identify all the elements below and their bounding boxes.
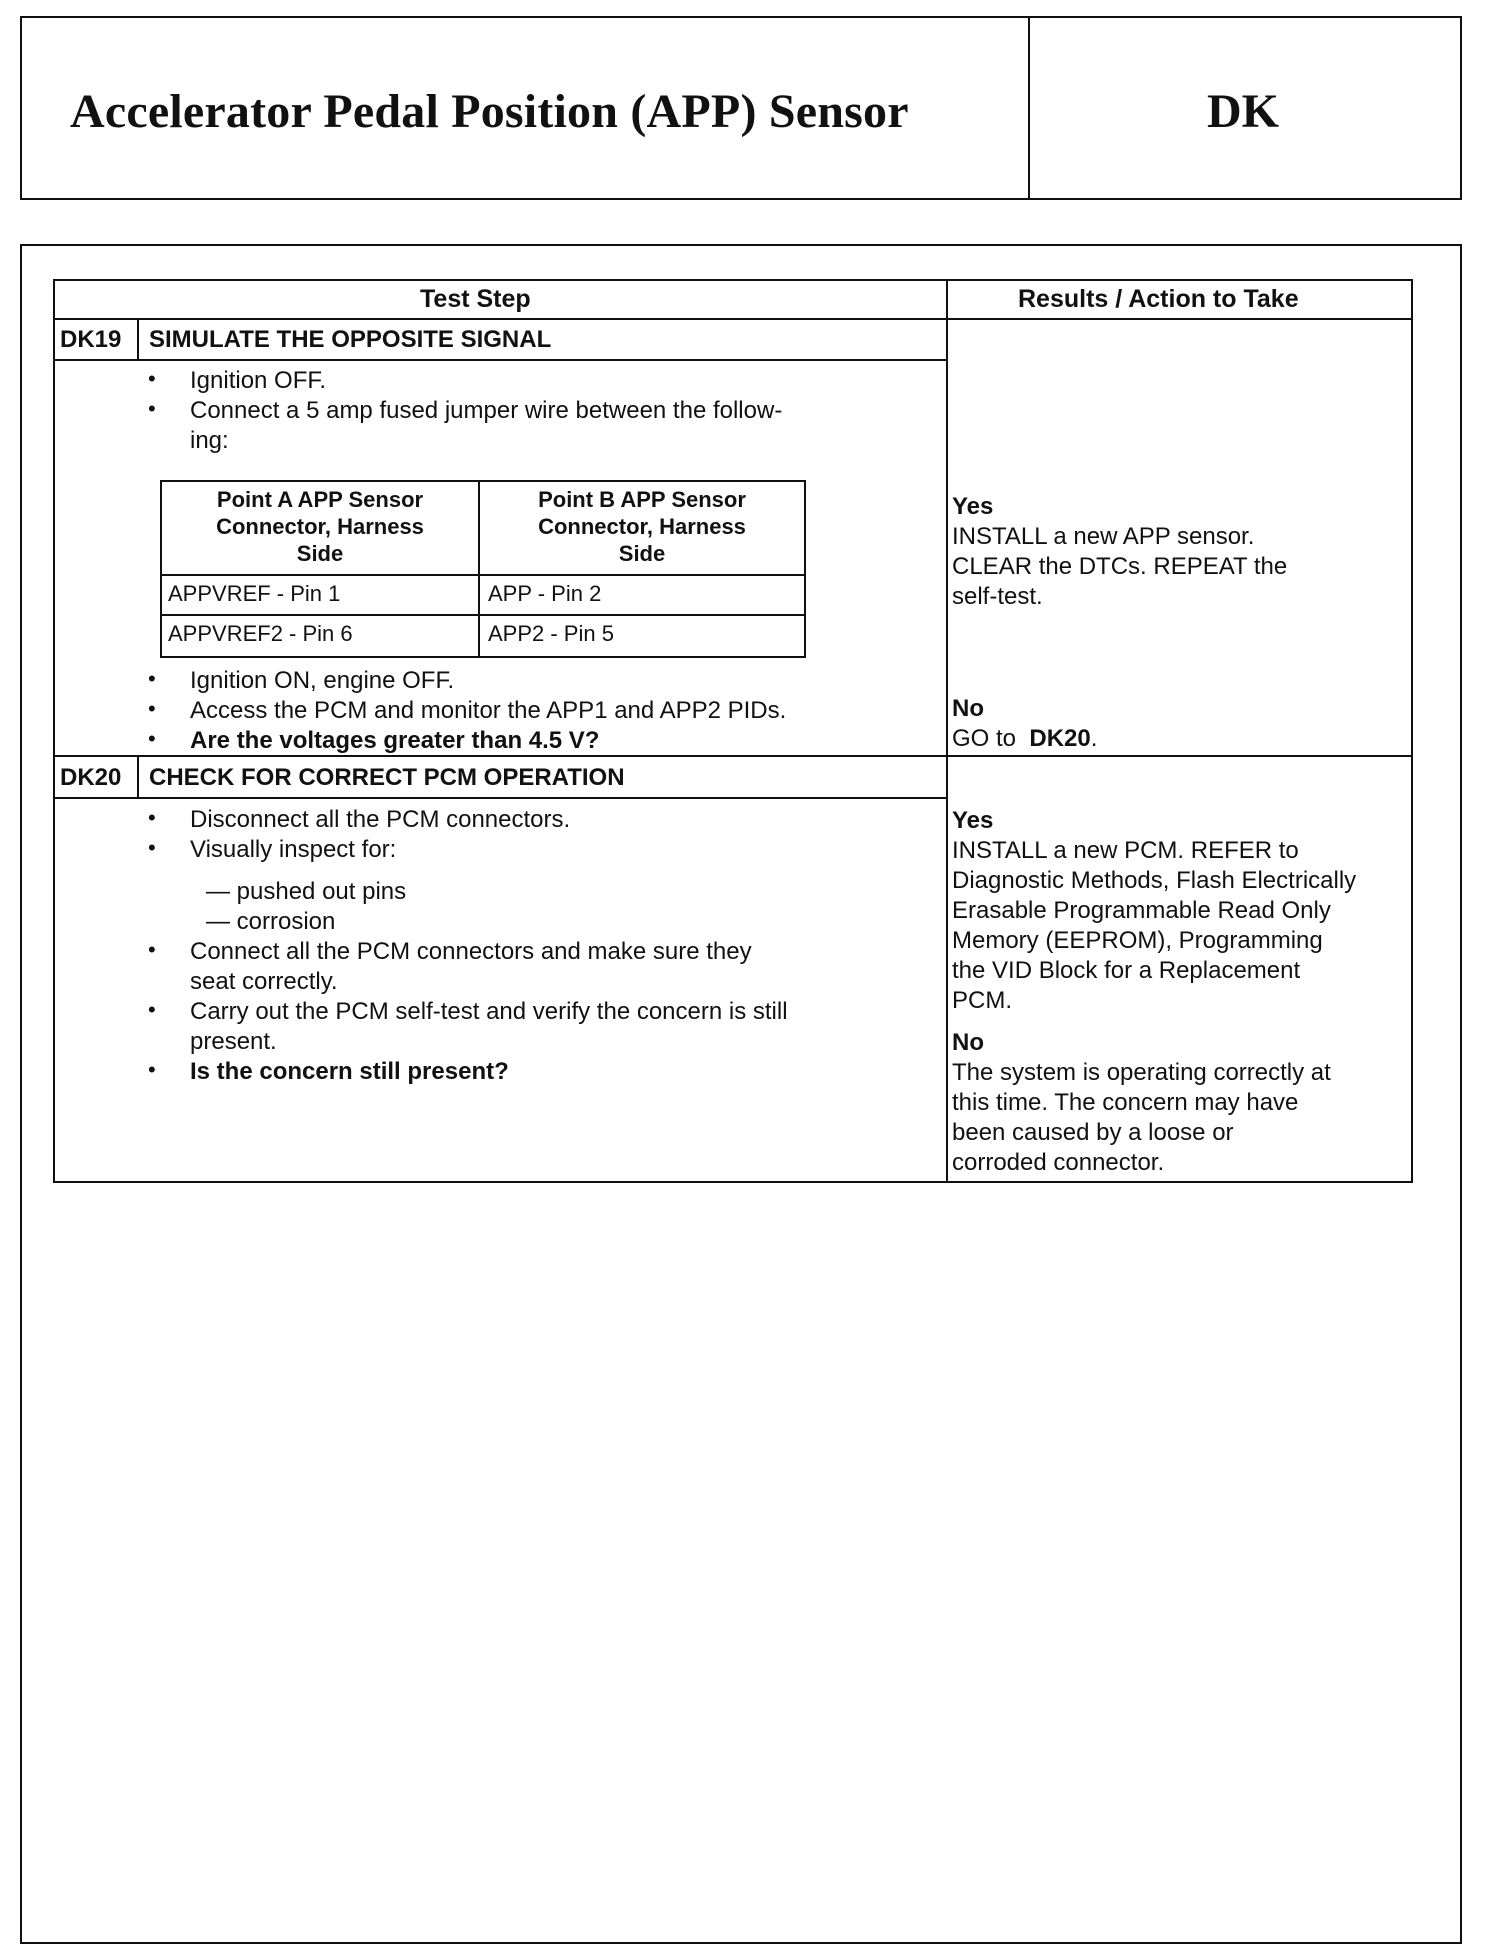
pin-table-header-point-b: Point B APP Sensor Connector, Harness Side — [538, 487, 746, 566]
bullet: • — [148, 997, 156, 1022]
step-question: Is the concern still present? — [190, 1058, 509, 1085]
instruction: Disconnect all the PCM connectors. — [190, 806, 571, 833]
column-header-test-step: Test Step — [420, 285, 531, 313]
goto-step-link: DK20 — [1029, 725, 1091, 752]
result-yes-text: Diagnostic Methods, Flash Electrically — [952, 867, 1357, 894]
bullet: • — [148, 366, 156, 391]
bullet: • — [148, 666, 156, 691]
step-title-dk19: SIMULATE THE OPPOSITE SIGNAL — [149, 326, 552, 353]
bullet: • — [148, 696, 156, 721]
bullet: • — [148, 835, 156, 860]
result-no-text: GO to DK20. — [952, 725, 1098, 752]
pin-table-header-point-a: Point A APP Sensor Connector, Harness Side — [216, 487, 424, 566]
instruction-continued: present. — [190, 1028, 277, 1055]
result-yes-text: Erasable Programmable Read Only — [952, 897, 1331, 924]
pin-table-cell: APP - Pin 2 — [488, 581, 602, 606]
bullet: • — [148, 1057, 156, 1082]
instruction: Connect all the PCM connectors and make sure they — [190, 938, 752, 965]
bullet: • — [148, 396, 156, 421]
result-no-text: The system is operating correctly at — [952, 1059, 1331, 1086]
result-yes-text: Memory (EEPROM), Programming — [952, 927, 1323, 954]
result-yes-text: CLEAR the DTCs. REPEAT the — [952, 553, 1288, 580]
result-yes-text: PCM. — [952, 987, 1012, 1014]
instruction: Access the PCM and monitor the APP1 and APP2 PIDs. — [190, 697, 787, 724]
result-no-label: No — [952, 695, 984, 722]
result-no-text: been caused by a loose or — [952, 1119, 1234, 1146]
instruction-continued: seat correctly. — [190, 968, 338, 995]
inspect-item: — pushed out pins — [206, 878, 407, 905]
result-no-text: this time. The concern may have — [952, 1089, 1299, 1116]
instruction: Visually inspect for: — [190, 836, 397, 863]
result-yes-text: the VID Block for a Replacement — [952, 957, 1301, 984]
pin-table-cell: APPVREF - Pin 1 — [168, 581, 341, 606]
step-title-dk20: CHECK FOR CORRECT PCM OPERATION — [149, 764, 625, 791]
step-id-dk19: DK19 — [60, 326, 122, 353]
page-title: Accelerator Pedal Position (APP) Sensor — [70, 85, 909, 138]
result-yes-label: Yes — [952, 493, 994, 520]
pin-connection-table — [160, 480, 806, 658]
pin-table-cell: APPVREF2 - Pin 6 — [168, 621, 353, 646]
step-question: Are the voltages greater than 4.5 V? — [190, 727, 600, 754]
instruction: Carry out the PCM self-test and verify the concern is still — [190, 998, 788, 1025]
column-header-results: Results / Action to Take — [1018, 285, 1299, 313]
page-header — [20, 16, 1462, 200]
header-divider — [1028, 18, 1030, 198]
result-no-text: corroded connector. — [952, 1149, 1165, 1176]
bullet: • — [148, 937, 156, 962]
instruction: Ignition ON, engine OFF. — [190, 667, 455, 694]
section-code: DK — [1207, 85, 1279, 138]
bullet: • — [148, 726, 156, 751]
result-yes-label: Yes — [952, 807, 994, 834]
result-no-label: No — [952, 1029, 984, 1056]
step-id-dk20: DK20 — [60, 764, 122, 791]
instruction-continued: ing: — [190, 427, 229, 454]
result-yes-text: INSTALL a new APP sensor. — [952, 523, 1255, 550]
instruction: Ignition OFF. — [190, 367, 327, 394]
result-yes-text: self-test. — [952, 583, 1043, 610]
result-yes-text: INSTALL a new PCM. REFER to — [952, 837, 1299, 864]
inspect-item: — corrosion — [206, 908, 336, 935]
pin-table-cell: APP2 - Pin 5 — [488, 621, 614, 646]
instruction: Connect a 5 amp fused jumper wire between the follow- — [190, 397, 783, 424]
bullet: • — [148, 805, 156, 830]
